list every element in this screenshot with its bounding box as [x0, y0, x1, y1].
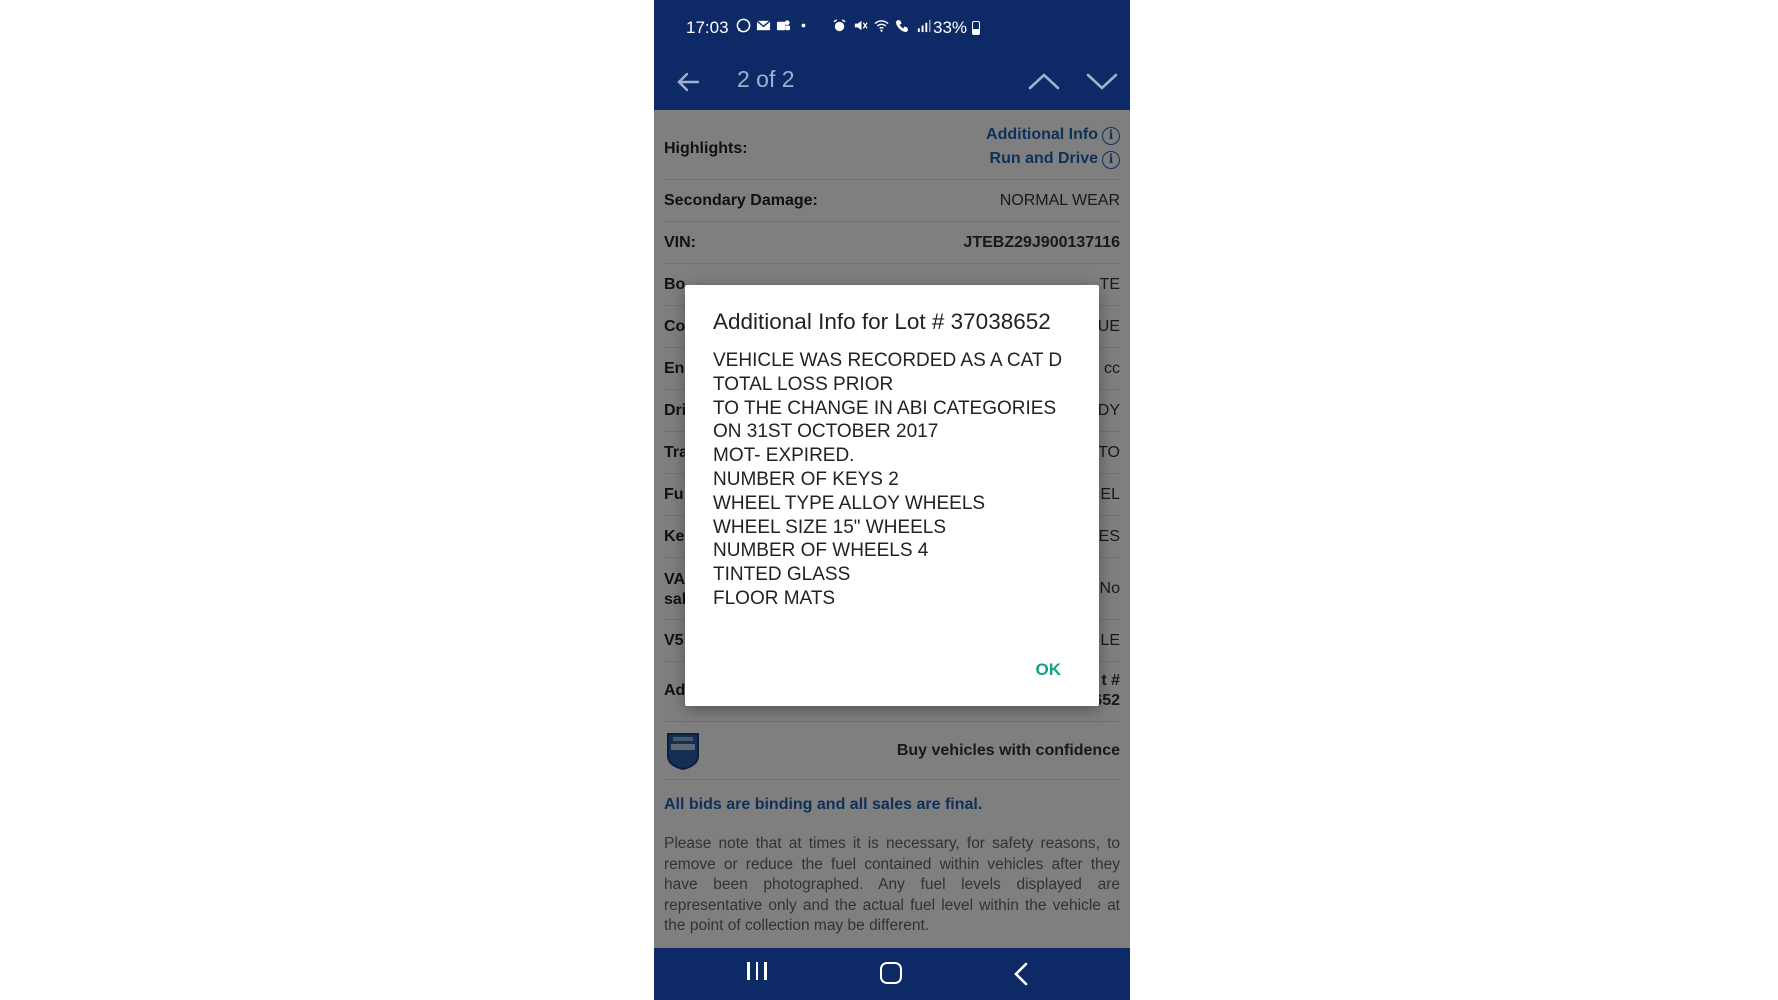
signal-icon — [916, 18, 931, 33]
dialog-line: MOT- EXPIRED. — [713, 445, 855, 467]
ok-button[interactable]: OK — [1035, 660, 1061, 679]
wifi-icon — [874, 18, 889, 33]
dialog-line: FLOOR MATS — [713, 587, 836, 609]
mute-icon — [853, 18, 868, 33]
system-nav-bar — [654, 948, 1130, 1000]
additional-info-dialog — [685, 285, 1099, 706]
teams-icon — [776, 18, 791, 33]
alarm-icon — [832, 18, 847, 33]
dialog-body — [713, 349, 1062, 611]
chevron-up-icon[interactable] — [1026, 66, 1062, 96]
whatsapp-icon — [736, 18, 751, 33]
dialog-line: VEHICLE WAS RECORDED AS A CAT D — [713, 350, 1063, 371]
battery-status — [933, 18, 980, 38]
dialog-line: WHEEL SIZE 15" WHEELS — [713, 516, 947, 538]
dialog-line: NUMBER OF WHEELS 4 — [713, 540, 929, 562]
recents-icon[interactable] — [746, 962, 768, 986]
arrow-left-icon[interactable] — [672, 66, 704, 98]
result-counter: 2 of 2 — [737, 66, 795, 92]
battery-icon — [972, 21, 980, 35]
dialog-line: TOTAL LOSS PRIOR — [713, 373, 894, 395]
status-bar — [654, 0, 1130, 56]
home-icon[interactable] — [880, 962, 902, 984]
mail-icon — [756, 18, 771, 33]
status-time: 17:03 — [686, 18, 729, 37]
notification-icons — [736, 18, 811, 33]
battery-level: 33% — [933, 18, 968, 37]
dialog-line: TO THE CHANGE IN ABI CATEGORIES — [713, 397, 1057, 419]
back-icon[interactable] — [1010, 960, 1034, 988]
dot-icon — [796, 18, 811, 33]
dialog-line: TINTED GLASS — [713, 564, 851, 586]
chevron-down-icon[interactable] — [1084, 66, 1120, 96]
dialog-line: NUMBER OF KEYS 2 — [713, 468, 899, 490]
dialog-line: ON 31ST OCTOBER 2017 — [713, 421, 939, 443]
dialog-title: Additional Info for Lot # 37038652 — [713, 309, 1051, 334]
wifi-call-icon — [895, 18, 910, 33]
system-icons — [832, 18, 931, 33]
top-app-bar — [654, 56, 1130, 110]
dialog-line: WHEEL TYPE ALLOY WHEELS — [713, 492, 986, 514]
